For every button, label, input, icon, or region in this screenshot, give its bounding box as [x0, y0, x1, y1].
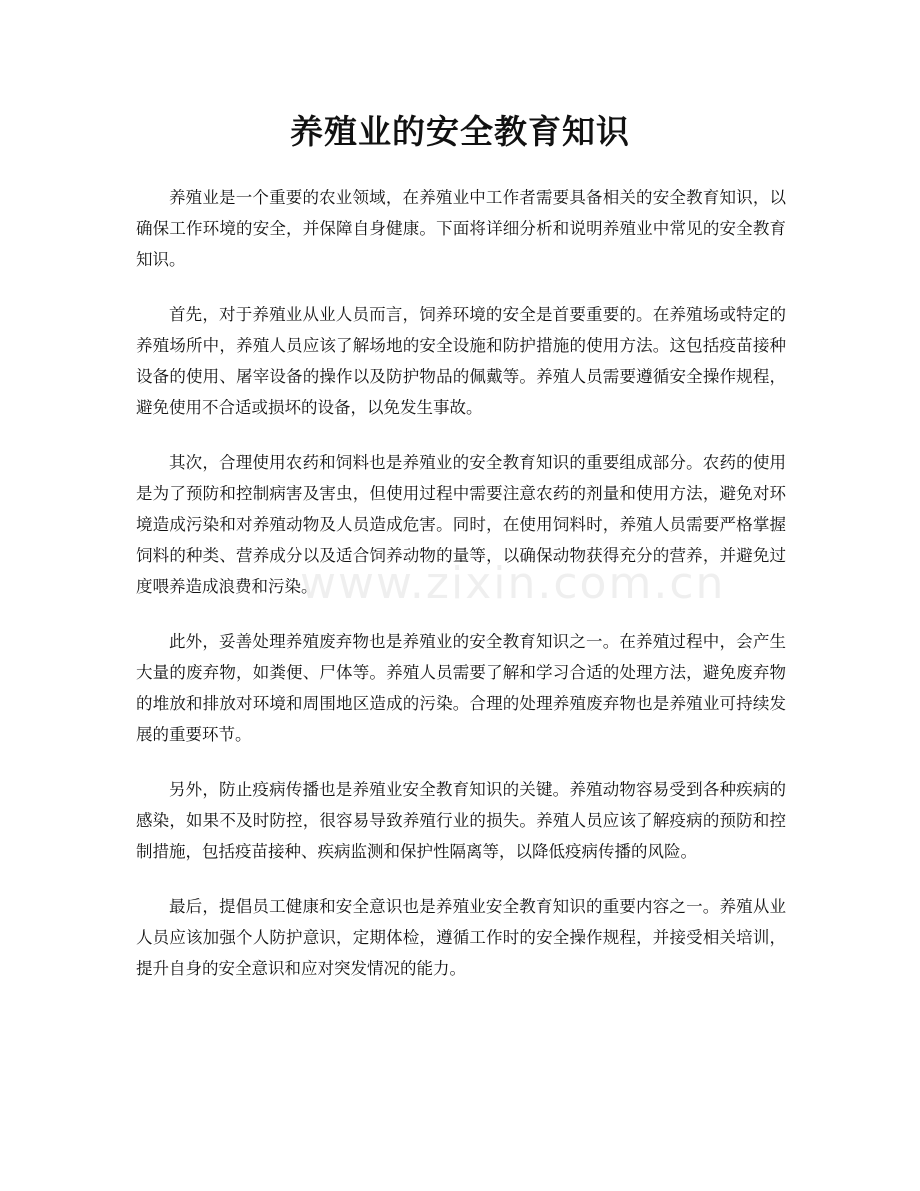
paragraph-third: 此外，妥善处理养殖废弃物也是养殖业的安全教育知识之一。在养殖过程中，会产生大量的废弃物，如粪便、尸体等。养殖人员需要了解和学习合适的处理方法，避免废弃物的堆放和排放对环境和周围地区造成的污染。合理的处理养殖废弃物也是养殖业可持续发展的重要环节。 — [136, 632, 786, 744]
paragraph-second: 其次，合理使用农药和饲料也是养殖业的安全教育知识的重要组成部分。农药的使用是为了预防和控制病害及害虫，但使用过程中需要注意农药的剂量和使用方法，避免对环境造成污染和对养殖动物及人员造成危害。同时，在使用饲料时，养殖人员需要严格掌握饲料的种类、营养成分以及适合饲养动物的量等，以确保动物获得充分的营养，并避免过度喂养造成浪费和污染。 — [136, 453, 786, 596]
document-title: 养殖业的安全教育知识 — [290, 112, 630, 151]
watermark: www.zixin.com.cn — [300, 558, 726, 609]
paragraph-last: 最后，提倡员工健康和安全意识也是养殖业安全教育知识的重要内容之一。养殖从业人员应该加强个人防护意识，定期体检，遵循工作时的安全操作规程，并接受相关培训，提升自身的安全意识和应对突发情况的能力。 — [136, 897, 786, 978]
paragraph-intro: 养殖业是一个重要的农业领域，在养殖业中工作者需要具备相关的安全教育知识，以确保工作环境的安全，并保障自身健康。下面将详细分析和说明养殖业中常见的安全教育知识。 — [136, 188, 786, 269]
paragraph-first: 首先，对于养殖业从业人员而言，饲养环境的安全是首要重要的。在养殖场或特定的养殖场所中，养殖人员应该了解场地的安全设施和防护措施的使用方法。这包括疫苗接种设备的使用、屠宰设备的操作以及防护物品的佩戴等。养殖人员需要遵循安全操作规程，避免使用不合适或损坏的设备，以免发生事故。 — [136, 305, 786, 417]
document-body — [136, 182, 786, 1008]
paragraph-fourth: 另外，防止疫病传播也是养殖业安全教育知识的关键。养殖动物容易受到各种疾病的感染，如果不及时防控，很容易导致养殖行业的损失。养殖人员应该了解疫病的预防和控制措施，包括疫苗接种、疾病监测和保护性隔离等，以降低疫病传播的风险。 — [136, 780, 786, 861]
